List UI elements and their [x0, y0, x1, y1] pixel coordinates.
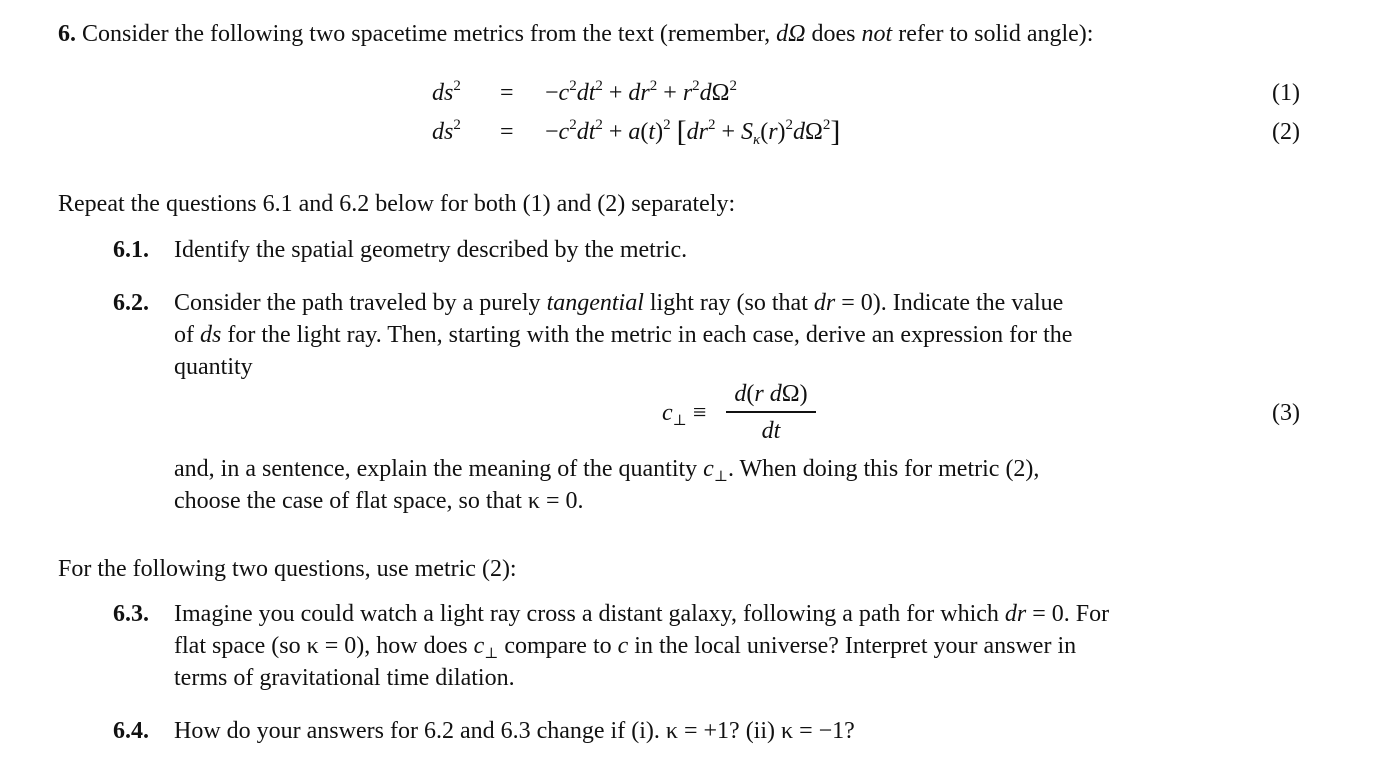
question-6-3-label: 6.3.: [113, 601, 149, 627]
problem-intro: 6. Consider the following two spacetime metrics from the text (remember, dΩ does not refer to solid angle):: [58, 21, 1094, 47]
equation-2-number: (2): [1272, 119, 1300, 145]
equation-3-lhs: $c_\perp$ ≡: [662, 400, 707, 429]
question-6-1-label: 6.1.: [113, 237, 149, 263]
equation-1-number: (1): [1272, 80, 1300, 106]
equation-1-rhs: $-c^2dt^2 + dr^2 + r^2d\Omega^2$: [545, 78, 737, 106]
question-6-4-label: 6.4.: [113, 718, 149, 744]
question-6-2-line-1: Consider the path traveled by a purely tangential light ray (so that dr = 0). Indicate the value: [174, 290, 1064, 316]
problem-number: 6.: [58, 21, 76, 47]
question-6-2-line-2: of ds for the light ray. Then, starting with the metric in each case, derive an expression for the: [174, 322, 1073, 348]
question-6-3-line-3: terms of gravitational time dilation.: [174, 665, 515, 691]
question-6-2-label: 6.2.: [113, 290, 149, 316]
question-6-3-line-1: Imagine you could watch a light ray cross a distant galaxy, following a path for which dr = 0. For: [174, 601, 1110, 627]
equation-2-rhs: $-c^2dt^2 + a(t)^2$ $[dr^2 + S_\kappa(r)^2d\Omega^2]$: [545, 115, 841, 148]
equation-3-fraction: d(r dΩ) dt: [726, 378, 816, 447]
question-6-1: [113, 234, 149, 266]
equation-2-equals: =: [500, 119, 514, 145]
question-6-1-text: Identify the spatial geometry described by the metric.: [174, 237, 688, 263]
question-6-2-line-5: choose the case of flat space, so that κ = 0.: [174, 488, 584, 514]
equation-2-lhs: $ds^2$: [432, 117, 461, 145]
equation-1-equals: =: [500, 80, 514, 106]
question-6-4-text: How do your answers for 6.2 and 6.3 change if (i). κ = +1? (ii) κ = −1?: [174, 718, 855, 744]
equation-1-lhs: $ds^2$: [432, 78, 461, 106]
question-6-3-line-2: flat space (so κ = 0), how does $c_\perp$ compare to c in the local universe? Interpret your answer in: [174, 633, 1077, 662]
question-6-2-line-4: and, in a sentence, explain the meaning of the quantity $c_\perp$. When doing this for metric (2),: [174, 456, 1040, 485]
equation-3-number: (3): [1272, 400, 1300, 426]
repeat-instruction: Repeat the questions 6.1 and 6.2 below for both (1) and (2) separately:: [58, 191, 736, 217]
question-6-2-line-3: quantity: [174, 354, 253, 380]
following-instruction: For the following two questions, use metric (2):: [58, 556, 517, 582]
